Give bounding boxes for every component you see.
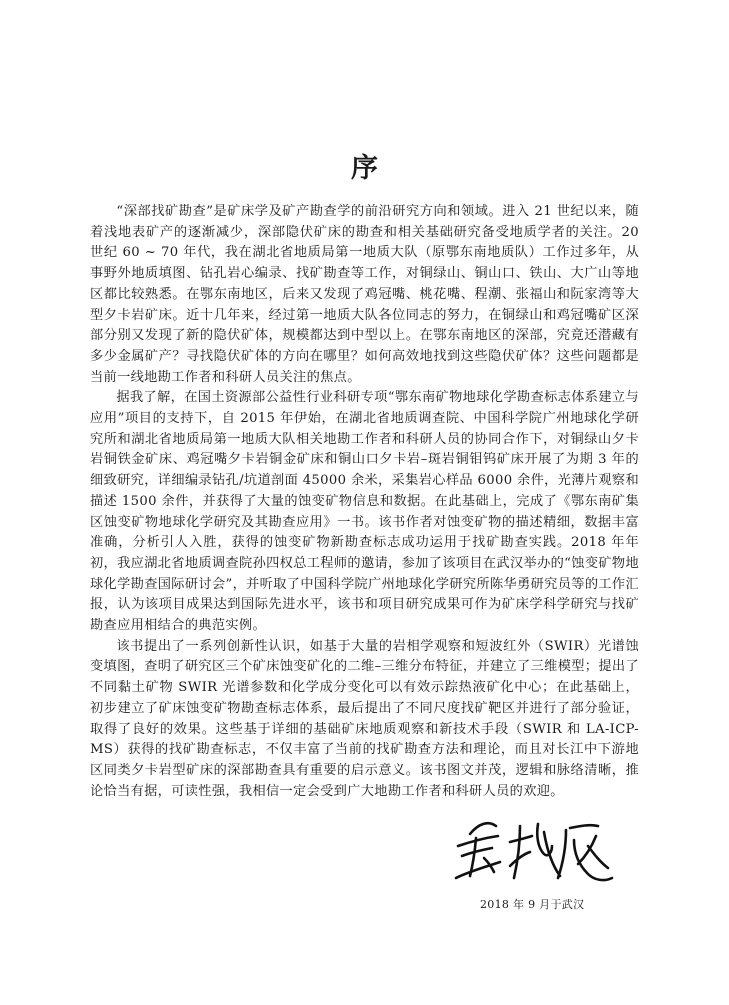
paragraph: 据我了解，在国土资源部公益性行业科研专项“鄂东南矿物地球化学勘查标志体系建立与应用”项目的支持下，自 2015 年伊始，在湖北省地质调查院、中国科学院广州地球化学研究所和湖北省地质局第一地质大队相关地勘工作者和科研人员的协同合作下，对铜绿山夕卡岩铜铁金矿床、鸡冠嘴夕卡岩铜金矿床和铜山口夕卡岩–斑岩铜钼钨矿床开展了为期 3 年的细致研究，详细编录钻孔/坑道剖面 45000 余米，采集岩心样品 6000 余件，光薄片观察和描述 1500 余件，并获得了大量的蚀变矿物信息和数据。在此基础上，完成了《鄂东南矿集区蚀变矿物地球化学研究及其勘查应用》一书。该书作者对蚀变矿物的描述精细，数据丰富准确，分析引人入胜，获得的蚀变矿物新勘查标志成功运用于找矿勘查实践。2018 年年初，我应湖北省地质调查院孙四权总工程师的邀请，参加了该项目在武汉举办的“蚀变矿物地球化学勘查国际研讨会”，并听取了中国科学院广州地球化学研究所陈华勇研究员等的工作汇报，认为该项目成果达到国际先进水平，该书和项目研究成果可作为矿床学科学研究与找矿勘查应用相结合的典范实例。 bbox=[90, 390, 639, 634]
paragraph: “深部找矿勘查”是矿床学及矿产勘查学的前沿研究方向和领域。进入 21 世纪以来，随着浅地表矿产的逐渐减少，深部隐伏矿床的勘查和相关基础研究备受地质学者的关注。20 世纪 60 ~ 70 年代，我在湖北省地质局第一地质大队（原鄂东南地质队）工作过多年，从事野外地质填图、钻孔岩心编录、找矿勘查等工作，对铜绿山、铜山口、铁山、大广山等地区都比较熟悉。在鄂东南地区，后来又发现了鸡冠嘴、桃花嘴、程潮、张福山和阮家湾等大型夕卡岩矿床。近十几年来，经过第一地质大队各位同志的努力，在铜绿山和鸡冠嘴矿区深部分别又发现了新的隐伏矿体，规模都达到中型以上。在鄂东南地区的深部，究竟还潜藏有多少金属矿产？寻找隐伏矿体的方向在哪里？如何高效地找到这些隐伏矿体？这些问题都是当前一线地勘工作者和科研人员关注的焦点。 bbox=[90, 204, 639, 385]
page-title: 序 bbox=[351, 153, 378, 184]
paragraph: 该书提出了一系列创新性认识，如基于大量的岩相学观察和短波红外（SWIR）光谱蚀变填图，查明了研究区三个矿床蚀变矿化的二维–三维分布特征，并建立了三维模型；提出了不同黏土矿物 SWIR 光谱参数和化学成分变化可以有效示踪热液矿化中心；在此基础上，初步建立了矿床蚀变矿物勘查标志体系，最后提出了不同尺度找矿靶区并进行了部分验证，取得了良好的效果。这些基于详细的基础矿床地质观察和新技术手段（SWIR 和 LA-ICP-MS）获得的找矿勘查标志，不仅丰富了当前的找矿勘查方法和理论，而且对长江中下游地区同类夕卡岩型矿床的深部勘查具有重要的启示意义。该书图文并茂，逻辑和脉络清晰，推论恰当有据，可读性强，我相信一定会受到广大地勘工作者和科研人员的欢迎。 bbox=[90, 638, 639, 799]
preface-body bbox=[90, 202, 639, 802]
handwritten-signature bbox=[448, 812, 618, 892]
signature-date: 2018 年 9 月于武汉 bbox=[480, 898, 585, 911]
